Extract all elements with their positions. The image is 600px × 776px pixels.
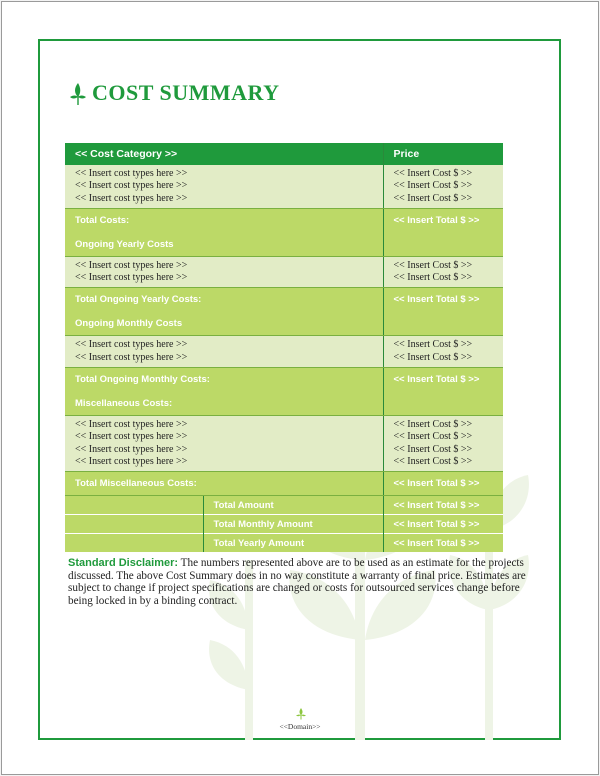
disclaimer [68, 557, 528, 607]
summary-blank-cell [65, 534, 203, 553]
cost-price-item: << Insert Cost $ >> [393, 259, 473, 271]
summary-value: << Insert Total $ >> [383, 534, 503, 553]
footer-domain: <<Domain>> [279, 722, 321, 731]
title-text: COST SUMMARY [92, 80, 280, 105]
summary-label: Total Yearly Amount [203, 534, 383, 553]
total-label: Total Costs: [75, 214, 130, 226]
cost-price-item: << Insert Cost $ >> [393, 443, 473, 455]
total-label: Total Ongoing Monthly Costs: [75, 374, 210, 386]
cost-price-item: << Insert Cost $ >> [393, 180, 473, 192]
total-label: Total Ongoing Yearly Costs: [75, 294, 202, 306]
cost-prices-cell [383, 165, 503, 208]
cost-prices-cell [383, 416, 503, 472]
items-row [65, 256, 503, 288]
cost-price-item: << Insert Cost $ >> [393, 431, 473, 443]
cost-type-item: << Insert cost types here >> [75, 272, 188, 284]
total-label-cell [65, 208, 383, 256]
cost-types-cell [65, 165, 383, 208]
cost-prices-cell [383, 256, 503, 288]
summary-blank-cell [65, 515, 203, 534]
items-row [65, 165, 503, 208]
cost-price-item: << Insert Cost $ >> [393, 192, 473, 204]
cost-summary-table [65, 143, 503, 552]
summary-row [65, 534, 503, 553]
cost-types-cell [65, 416, 383, 472]
summary-blank-cell [65, 496, 203, 515]
cost-price-item: << Insert Cost $ >> [393, 455, 473, 467]
cost-types-cell [65, 336, 383, 368]
disclaimer-label: Standard Disclaimer: [68, 557, 179, 569]
cost-price-item: << Insert Cost $ >> [393, 168, 473, 179]
cost-price-item: << Insert Cost $ >> [393, 419, 473, 431]
total-row [65, 472, 503, 496]
total-label-cell [65, 288, 383, 336]
section-heading: Miscellaneous Costs: [75, 398, 173, 410]
section-heading: Ongoing Monthly Costs [75, 318, 183, 330]
cost-type-item: << Insert cost types here >> [75, 351, 188, 363]
footer-leaf-icon [295, 707, 307, 721]
cost-type-item: << Insert cost types here >> [75, 443, 188, 455]
summary-label: Total Amount [203, 496, 383, 515]
total-value: << Insert Total $ >> [383, 472, 503, 496]
cost-type-item: << Insert cost types here >> [75, 259, 188, 271]
section-heading: Ongoing Yearly Costs [75, 238, 174, 250]
header-price: Price [383, 143, 503, 165]
header-category: << Cost Category >> [65, 143, 383, 165]
summary-row [65, 515, 503, 534]
cost-type-item: << Insert cost types here >> [75, 180, 188, 192]
total-row [65, 208, 503, 256]
summary-value: << Insert Total $ >> [383, 496, 503, 515]
summary-value: << Insert Total $ >> [383, 515, 503, 534]
total-label-cell [65, 368, 383, 416]
cost-price-item: << Insert Cost $ >> [393, 272, 473, 284]
total-value: << Insert Total $ >> [383, 208, 503, 256]
leaf-icon [68, 79, 90, 107]
items-row [65, 416, 503, 472]
items-row [65, 336, 503, 368]
cost-type-item: << Insert cost types here >> [75, 455, 188, 467]
cost-types-cell [65, 256, 383, 288]
disclaimer-text: The numbers represented above are to be used as an estimate for the projects discussed. The above Cost Summary does in no way constitute a warranty of final price. Estimates are subject to change if project specifications are changed or costs for outsourced services change before being locked in by a binding contract. [68, 557, 526, 607]
total-value: << Insert Total $ >> [383, 368, 503, 416]
summary-label: Total Monthly Amount [203, 515, 383, 534]
total-label: Total Miscellaneous Costs: [75, 478, 197, 490]
cost-price-item: << Insert Cost $ >> [393, 339, 473, 351]
table-header-row [65, 143, 503, 165]
cost-type-item: << Insert cost types here >> [75, 192, 188, 204]
cost-type-item: << Insert cost types here >> [75, 431, 188, 443]
cost-prices-cell [383, 336, 503, 368]
total-row [65, 288, 503, 336]
summary-row [65, 496, 503, 515]
cost-type-item: << Insert cost types here >> [75, 419, 188, 431]
total-label-cell [65, 472, 383, 496]
cost-type-item: << Insert cost types here >> [75, 339, 188, 351]
total-row [65, 368, 503, 416]
cost-price-item: << Insert Cost $ >> [393, 351, 473, 363]
cost-type-item: << Insert cost types here >> [75, 168, 188, 179]
total-value: << Insert Total $ >> [383, 288, 503, 336]
page-title [68, 78, 280, 108]
